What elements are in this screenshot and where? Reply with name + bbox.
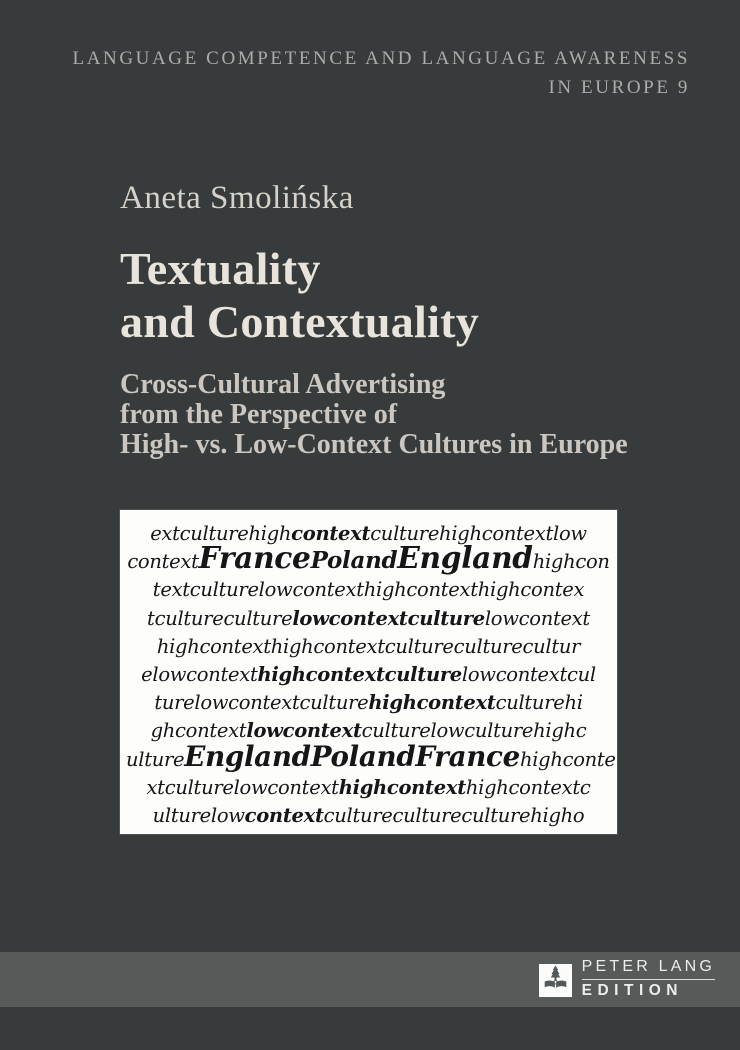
peter-lang-emblem <box>539 964 572 997</box>
publisher-logo <box>539 958 715 1000</box>
tree-over-open-book-icon <box>542 964 569 996</box>
artwork-line: turelowcontextculturehighcontextculturehi <box>154 691 583 715</box>
subtitle-line-2: from the Perspective of <box>120 399 398 430</box>
subtitle-line-1: Cross-Cultural Advertising <box>120 369 446 400</box>
artwork-text <box>126 520 616 830</box>
artwork-line: tcultureculturelowcontextculturelowcontext <box>147 606 590 630</box>
title-line-2: and Contextuality <box>120 296 480 347</box>
artwork-line: extculturehighcontextculturehighcontextlow <box>150 522 587 545</box>
cover-artwork-panel <box>120 510 617 834</box>
artwork-line: textculturelowcontexthighcontexthighcontex <box>152 578 585 602</box>
logo-divider <box>582 979 715 980</box>
artwork-line: ultureEnglandPolandFrancehighconte <box>126 739 616 773</box>
artwork-line: xtculturelowcontexthighcontexthighcontextc <box>146 775 591 799</box>
artwork-line: highcontexthighcontextcultureculturecultur <box>156 634 581 658</box>
publisher-name: PETER LANG <box>581 958 715 975</box>
series-line-2: IN EUROPE 9 <box>548 77 690 98</box>
subtitle-line-3: High- vs. Low-Context Cultures in Europe <box>120 429 628 460</box>
series-line-1: LANGUAGE COMPETENCE AND LANGUAGE AWARENESS <box>72 48 690 69</box>
title-line-1: Textuality <box>120 243 321 294</box>
artwork-line: ulturelowcontextculturecultureculturehigho <box>152 803 585 827</box>
publisher-band <box>0 952 740 1007</box>
series-title <box>60 44 690 102</box>
artwork-line: contextFrancePolandEnglandhighcon <box>127 540 610 576</box>
book-subtitle <box>120 370 700 460</box>
publisher-edition: EDITION <box>581 982 684 999</box>
book-title <box>120 242 700 348</box>
artwork-line: elowcontexthighcontextculturelowcontextcul <box>141 662 596 686</box>
author-name: Aneta Smolińska <box>120 180 354 216</box>
publisher-wordmark <box>582 958 715 1000</box>
artwork-line: ghcontextlowcontextculturelowculturehighc <box>150 719 587 743</box>
